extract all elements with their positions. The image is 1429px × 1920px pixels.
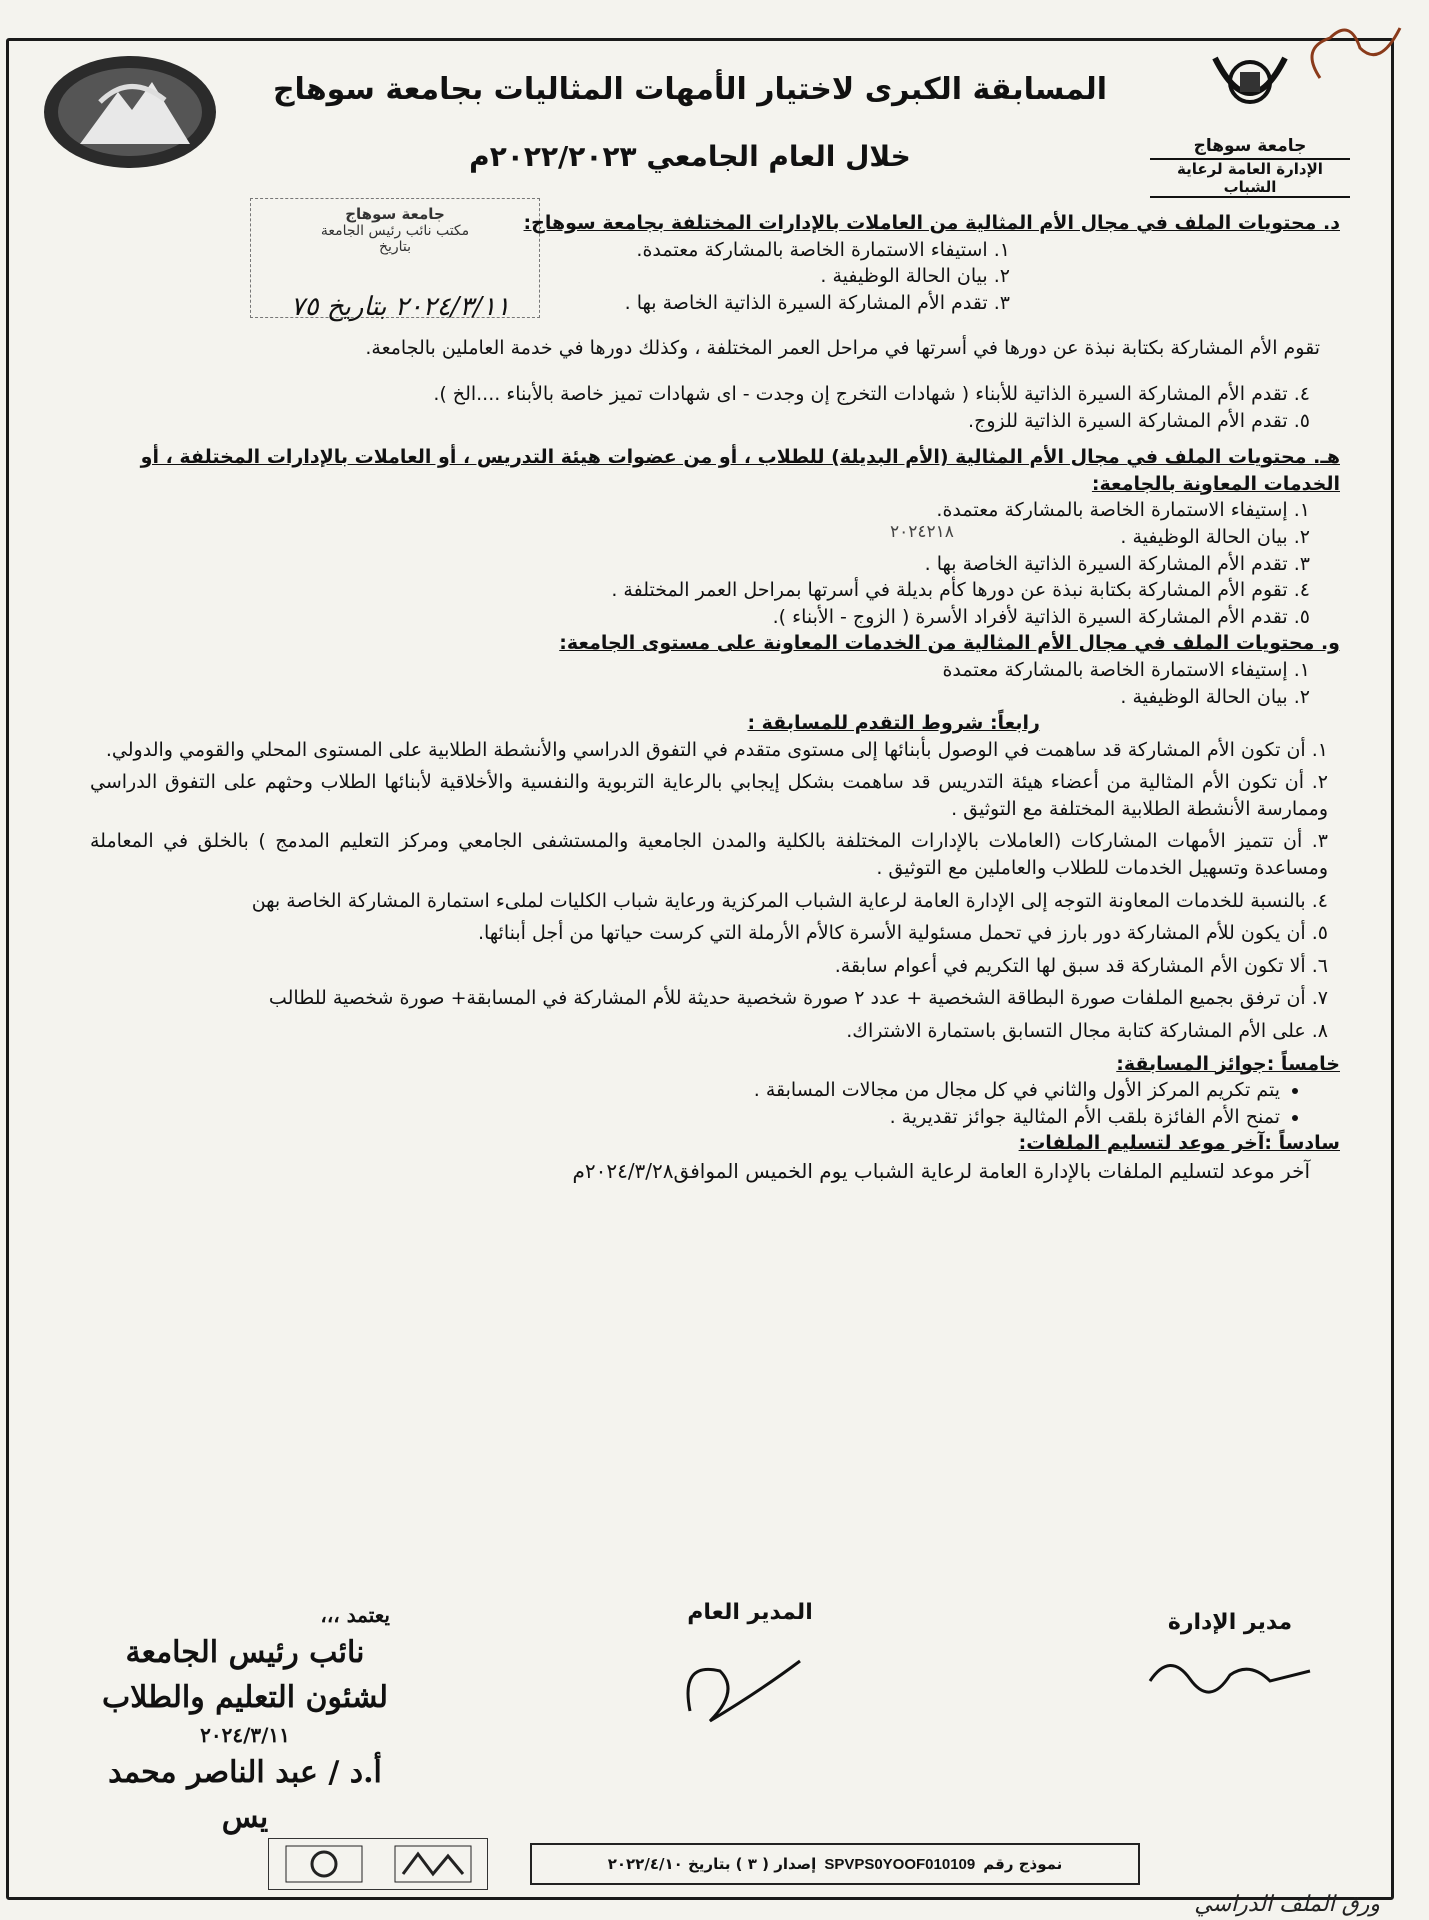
section-heading: رابعاً: شروط التقدم للمسابقة : xyxy=(747,712,1040,735)
list-item: ١. إستيفاء الاستمارة الخاصة بالمشاركة معتمدة. xyxy=(936,499,1310,522)
list-item: ١. إستيفاء الاستمارة الخاصة بالمشاركة معتمدة xyxy=(942,658,1310,681)
section-d xyxy=(90,210,1340,434)
condition-item: ٤. بالنسبة للخدمات المعاونة التوجه إلى الإدارة العامة لرعاية الشباب المركزية ورعاية شباب الكليات لملىء استمارة المشاركة الخاصة بهن xyxy=(251,889,1328,912)
condition-item: ٣. أن تتميز الأمهات المشاركات (العاملات بالإدارات المختلفة بالكلية والمدن الجامعية والمستشفى الجامعي ومركز التعليم المدمج ) بالخلق في المعاملة ومساعدة وتسهيل الخدمات للطلاب والعاملين مع التوثيق . xyxy=(90,830,1328,880)
list-item: ٥. تقدم الأم المشاركة السيرة الذاتية للزوج. xyxy=(968,409,1310,432)
form-code-bar xyxy=(530,1843,1140,1885)
section-h xyxy=(90,444,1340,630)
ink-mark-icon xyxy=(1290,8,1410,88)
university-name: جامعة سوهاج xyxy=(1193,136,1307,156)
vp-signature-date: ٢٠٢٤/٣/١١ xyxy=(200,1723,290,1747)
section-conditions xyxy=(90,710,1340,1045)
condition-item: ٥. أن يكون للأم المشاركة دور بارز في تحمل مسئولية الأسرة كالأم الأرملة التي كرست حياتها من أجل أبنائها. xyxy=(477,922,1328,945)
section-heading: خامساً :جوائز المسابقة: xyxy=(1116,1052,1340,1075)
section-heading: و. محتويات الملف في مجال الأم المثالية من الخدمات المعاونة على مستوى الجامعة: xyxy=(559,632,1340,655)
document-subtitle: خلال العام الجامعي ٢٠٢٢/٢٠٢٣م xyxy=(469,140,911,173)
form-edition: إصدار ( ٣ ) بتاريخ ٢٠٢٢/٤/١٠ xyxy=(607,1855,817,1873)
list-item: ٤. تقوم الأم المشاركة بكتابة نبذة عن دورها كأم بديلة في أسرتها بمراحل العمر المختلفة . xyxy=(611,579,1310,602)
section-deadline xyxy=(90,1130,1340,1185)
list-item: ١. استيفاء الاستمارة الخاصة بالمشاركة معتمدة. xyxy=(636,238,1010,261)
list-item: ٢. بيان الحالة الوظيفية . xyxy=(820,265,1010,288)
signature-icon xyxy=(1140,1641,1320,1701)
section-heading: سادساً :آخر موعد لتسليم الملفات: xyxy=(1018,1132,1340,1155)
stamp-date-label: بتاريخ xyxy=(378,239,412,255)
list-note: تقوم الأم المشاركة بكتابة نبذة عن دورها في أسرتها في مراحل العمر المختلفة ، وكذلك دورها في خدمة العاملين بالجامعة. xyxy=(365,337,1320,360)
list-item: ٣. تقدم الأم المشاركة السيرة الذاتية الخاصة بها . xyxy=(624,291,1010,314)
section-w xyxy=(90,630,1340,710)
list-item: ٢. بيان الحالة الوظيفية . xyxy=(1120,525,1310,548)
condition-item: ٧. أن ترفق بجميع الملفات صورة البطاقة الشخصية + عدد ٢ صورة شخصية حديثة للأم المشاركة في المسابقة+ صورة شخصية للطالب xyxy=(268,987,1328,1010)
condition-item: ٦. ألا تكون الأم المشاركة قد سبق لها التكريم في أعوام سابقة. xyxy=(834,954,1328,977)
stamp-title: جامعة سوهاج xyxy=(345,205,445,223)
general-director-title: المدير العام xyxy=(687,1600,813,1625)
form-label: نموذج رقم xyxy=(983,1855,1063,1873)
list-item: ٢. بيان الحالة الوظيفية . xyxy=(1120,685,1310,708)
list-item: ٥. تقدم الأم المشاركة السيرة الذاتية لأفراد الأسرة ( الزوج - الأبناء ). xyxy=(772,605,1310,628)
signature-icon xyxy=(650,1631,850,1741)
quality-logo-icon xyxy=(393,1844,473,1884)
list-item-text: ٣. تقدم الأم المشاركة السيرة الذاتية الخاصة بها . xyxy=(924,552,1310,575)
list-item: • تمنح الأم الفائزة بلقب الأم المثالية جوائز تقديرية . xyxy=(90,1104,1280,1131)
vp-name: أ.د / عبد الناصر محمد يس xyxy=(108,1755,382,1835)
condition-item: ٨. على الأم المشاركة كتابة مجال التسابق باستمارة الاشتراك. xyxy=(846,1020,1328,1043)
stamp-office: مكتب نائب رئيس الجامعة xyxy=(320,223,470,239)
signature-block xyxy=(80,1560,1340,1835)
general-director-signature xyxy=(630,1600,870,1741)
bottom-handwritten-note: ورق الملف الدراسي xyxy=(1194,1892,1380,1917)
prizes-list xyxy=(90,1077,1340,1130)
margin-note: ٢٠٢٤٢١٨ xyxy=(890,521,954,542)
university-seal-icon xyxy=(1195,48,1305,128)
document-title: المسابقة الكبرى لاختيار الأمهات المثاليات بجامعة سوهاج xyxy=(272,72,1108,107)
vice-president-signature xyxy=(80,1600,410,1840)
vp-portfolio: لشئون التعليم والطلاب xyxy=(101,1680,389,1715)
section-heading: د. محتويات الملف في مجال الأم المثالية من العاملات بالإدارات المختلفة بجامعة سوهاج: xyxy=(523,212,1340,234)
iso-logo-icon xyxy=(284,1844,364,1884)
deadline-text: آخر موعد لتسليم الملفات بالإدارة العامة لرعاية الشباب يوم الخميس الموافق٢٠٢٤/٣/٢٨م xyxy=(572,1159,1310,1183)
condition-item: ١. أن تكون الأم المشاركة قد ساهمت في الوصول بأبنائها إلى مستوى متقدم في التفوق الدراسي والأنشطة الطلابية على المستوى المحلي والقومي والدولي. xyxy=(105,738,1328,761)
document-body xyxy=(90,210,1340,1185)
manager-signature xyxy=(1130,1610,1330,1701)
list-item: ٤. تقدم الأم المشاركة السيرة الذاتية للأبناء ( شهادات التخرج إن وجدت - اى شهادات تميز خاصة بالأبناء ....الخ ). xyxy=(433,382,1310,405)
condition-item: ٢. أن تكون الأم المثالية من أعضاء هيئة التدريس قد ساهمت بشكل إيجابي بالرعاية التربوية والنفسية والأخلاقية لأبنائها الطلاب وحثهم على التفوق الدراسي وممارسة الأنشطة الطلابية المختلفة مع التوثيق . xyxy=(90,771,1328,820)
pyramid-emblem-icon xyxy=(40,52,220,172)
section-prizes xyxy=(90,1051,1340,1131)
governorate-logo xyxy=(40,52,220,172)
approve-label: يعتمد ،،، xyxy=(320,1603,390,1627)
manager-title: مدير الإدارة xyxy=(1167,1610,1293,1635)
document-header xyxy=(0,0,1429,205)
department-name: الإدارة العامة لرعاية الشباب xyxy=(1150,158,1350,198)
footer-logos xyxy=(268,1838,488,1890)
stamp-handwritten-date: ٢٠٢٤/٣/١١ بتاريخ ٧٥ xyxy=(290,292,510,322)
section-heading: هـ. محتويات الملف في مجال الأم المثالية (الأم البديلة) للطلاب ، أو من عضوات هيئة التدريس ، أو العاملات بالإدارات المختلفة ، أو الخدمات المعاونة بالجامعة: xyxy=(140,446,1340,495)
vp-title: نائب رئيس الجامعة xyxy=(125,1635,365,1670)
form-code: SPVPS0YOOF010109 xyxy=(824,1855,976,1873)
list-item: • يتم تكريم المركز الأول والثاني في كل مجال من مجالات المسابقة . xyxy=(90,1077,1280,1104)
